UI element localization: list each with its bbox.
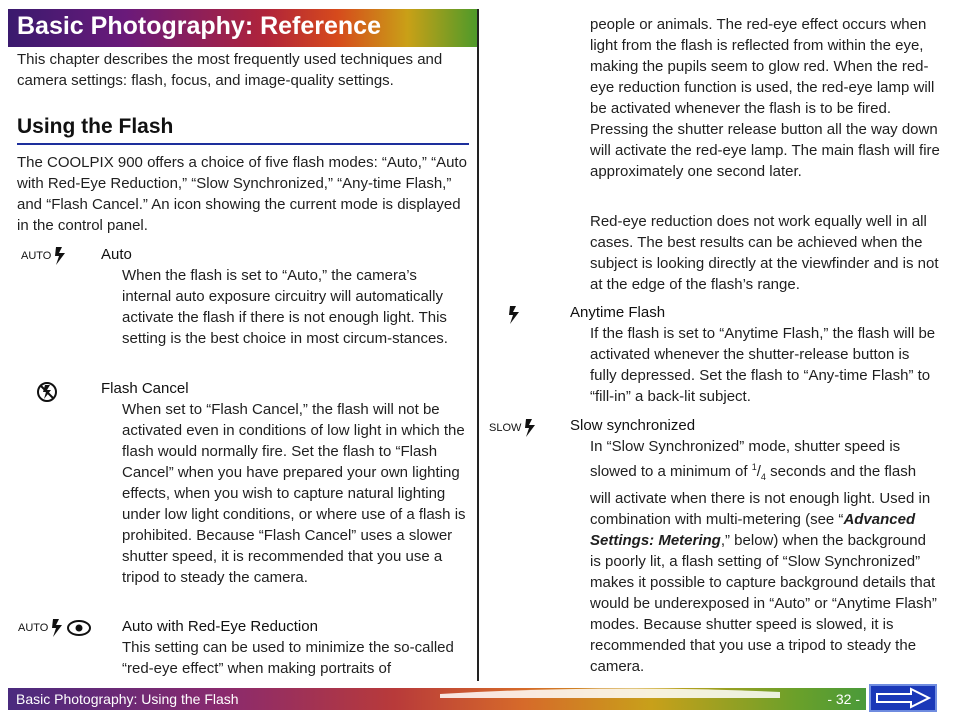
fraction-denominator: 4 (760, 472, 766, 482)
section-paragraph: The COOLPIX 900 offers a choice of five flash modes: “Auto,” “Auto with Red-Eye Reduction,” “Slow Synchronized,” “Any-time Flash,” and “Flash Cancel.” An icon showing the current mode is displayed in the control panel. (17, 154, 467, 234)
footer-breadcrumb[interactable]: Basic Photography: Using the Flash (16, 691, 239, 707)
auto-title: Auto (101, 246, 132, 263)
flash-cancel-body: When set to “Flash Cancel,” the flash will not be activated even in conditions of low light in which the flash would normally fire. Set the flash to “Flash Cancel” when you have prepared your own lighting effects, when you wish to capture natural lighting under low light conditions, or where use of a flash is prohibited. Because “Flash Cancel” uses a slower shutter speed, it is recommended that you use a tripod to steady the camera. (122, 401, 466, 586)
section-title: Using the Flash (17, 113, 469, 145)
redeye-body-continued: people or animals. The red-eye effect occurs when light from the flash is reflected from within the eye, making the pupils seem to glow red. When the red-eye reduction function is used, the red-eye lamp will be activated whenever the flash is to be fired. Pressing the shutter release button all the way down will activate the red-eye lamp. The main flash will fire approximately one second later. (590, 16, 940, 180)
redeye-title: Auto with Red-Eye Reduction (122, 618, 318, 635)
footer-swoosh (440, 688, 780, 698)
auto-body: When the flash is set to “Auto,” the camera’s internal auto exposure circuitry will automatically activate the flash if there is not enough light. This setting is the best choice in most circum-stances. (122, 267, 448, 347)
redeye-flash-icon (18, 619, 92, 637)
anytime-flash-icon (508, 306, 520, 324)
fraction-numerator: 1 (751, 462, 757, 472)
anytime-title: Anytime Flash (570, 304, 666, 321)
flash-cancel-title: Flash Cancel (101, 380, 189, 397)
page-title: Basic Photography: Reference (17, 12, 381, 40)
intro-paragraph: This chapter describes the most frequently used techniques and camera settings: flash, focus, and image-quality settings. (17, 51, 443, 89)
flash-bolt-icon (51, 619, 63, 637)
page-number: - 32 - (827, 691, 860, 707)
redeye-note: Red-eye reduction does not work equally well in all cases. The best results can be achieved when the subject is looking directly at the viewfinder and is not at the edge of the flash’s range. (590, 213, 939, 293)
page-header (8, 9, 478, 47)
eye-icon (66, 619, 92, 637)
slow-label: SLOW (489, 422, 522, 434)
flash-cancel-icon (36, 381, 58, 403)
redeye-body: This setting can be used to minimize the so-called “red-eye effect” when making portraits of (122, 639, 454, 677)
redeye-auto-label: AUTO (18, 622, 49, 634)
anytime-body: If the flash is set to “Anytime Flash,” the flash will be activated whenever the shutter-release button is fully depressed. Set the flash to “Any-time Flash” to “fill-in” a back-lit subject. (590, 325, 936, 405)
flash-bolt-icon (524, 419, 536, 437)
column-divider (477, 9, 479, 681)
slow-body: In “Slow Synchronized” mode, shutter speed is slowed to a minimum of $^1/_4$ seconds and the flash will activate when there is not enough light. Used in combination with multi-metering (see “Advanced Settings: Metering,” below) when the background is poorly lit, a flash setting of “Slow Synchronized” makes it possible to capture background details that would be underexposed in “Auto” or “Anytime Flash” modes. Because shutter speed is slowed, it is recommended that you use a tripod to steady the camera. (590, 438, 937, 675)
auto-label: AUTO (21, 250, 52, 262)
slow-sync-icon (489, 419, 536, 437)
right-arrow-icon (871, 686, 935, 710)
metering-reference[interactable]: Advanced Settings: Metering (590, 511, 916, 549)
flash-bolt-icon (54, 247, 66, 265)
slow-title: Slow synchronized (570, 417, 696, 434)
auto-flash-icon (21, 247, 66, 265)
next-page-button[interactable] (869, 684, 937, 712)
